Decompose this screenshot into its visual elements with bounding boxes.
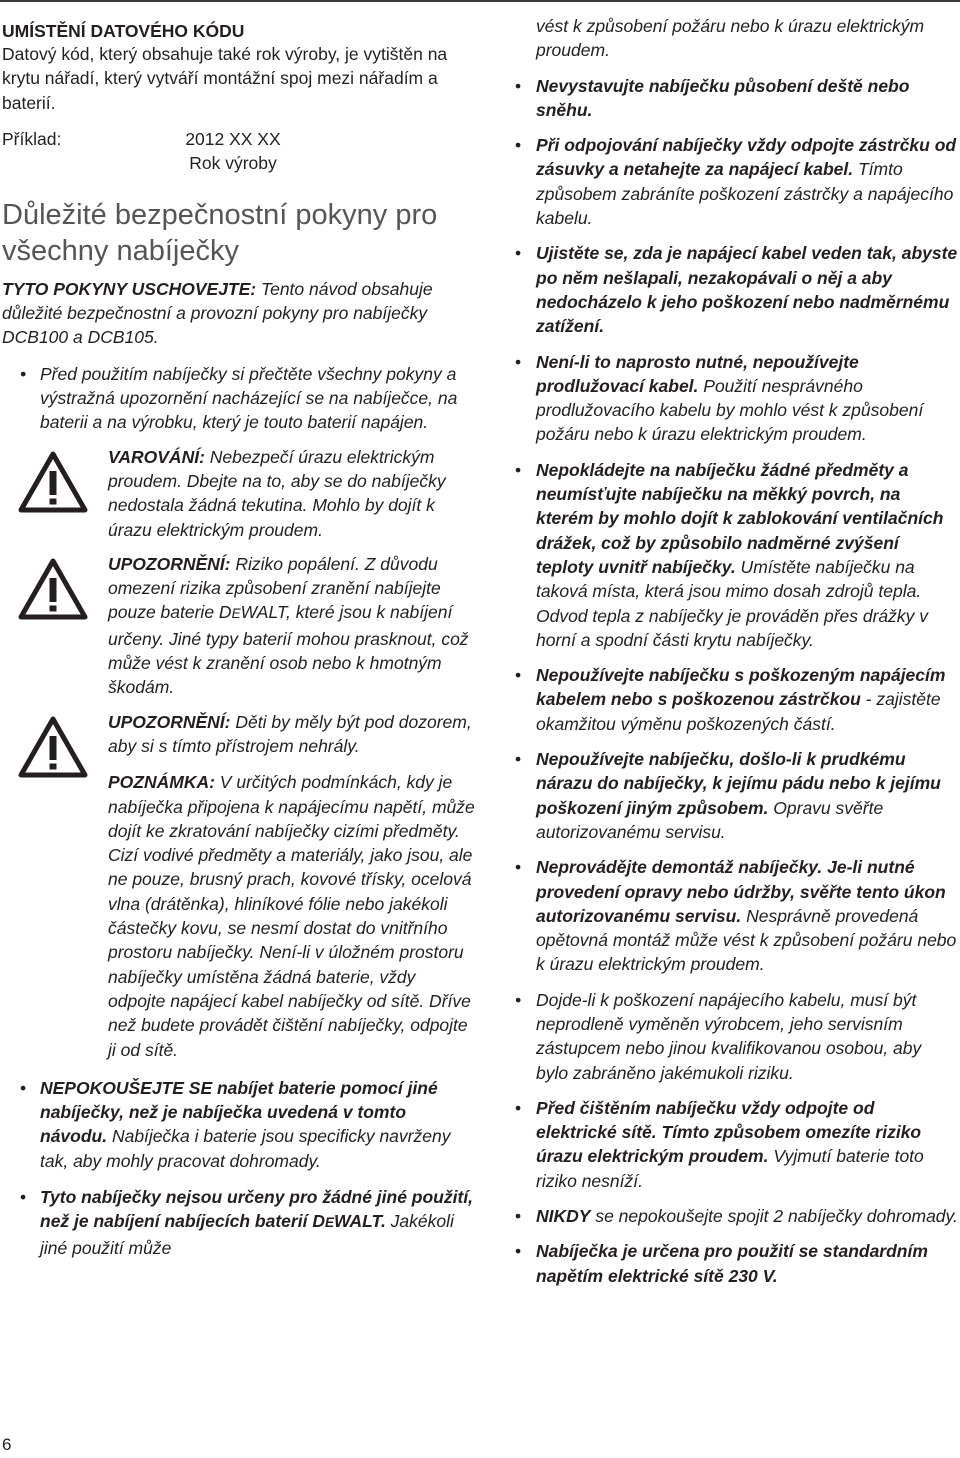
bullet-bold: Nepoužívejte nabíječku, došlo-li k prudkému nárazu do nabíječky, k jejímu pádu nebo k jejímu poškození jiným způsobem. xyxy=(536,749,941,818)
page-number: 6 xyxy=(2,1435,12,1454)
caution-label: UPOZORNĚNÍ: xyxy=(108,553,231,574)
bullet-text: Použití nesprávného prodlužovacího kabelu by mohlo vést k způsobení požáru nebo k úrazu elektrickým proudem. xyxy=(536,375,924,445)
caution-children xyxy=(2,710,476,759)
brand-d: D xyxy=(312,1211,325,1232)
other-charger-bullet xyxy=(2,1076,476,1173)
safety-heading: Důležité bezpečnostní pokyny pro všechny nabíječky xyxy=(2,198,438,267)
bullet-bold: Neprovádějte demontáž nabíječky. Je-li nutné provedení opravy nebo údržby, svěřte tento úkon autorizovanému servisu. xyxy=(536,857,946,926)
brand-e: E xyxy=(324,1215,334,1231)
note-label: POZNÁMKA: xyxy=(108,772,215,793)
unplug-bullet xyxy=(512,133,958,230)
cleaning-bullet xyxy=(512,1096,958,1193)
caution-text: Riziko popálení. Z důvodu omezení rizika způsobení zranění nabíjejte pouze baterie xyxy=(108,553,441,623)
bullet-text: Nesprávně provedená opětovná montáž může vést k způsobení požáru nebo k úrazu elektrickým proudem. xyxy=(536,905,957,975)
warning-1-paragraph xyxy=(108,445,476,542)
bullet-text: se nepokoušejte spojit 2 nabíječky dohromady. xyxy=(590,1206,958,1227)
example-caption: Rok výroby xyxy=(189,153,277,174)
bullet-bold: NEPOKOUŠEJTE SE nabíjet baterie pomocí jiné nabíječky, než je nabíječka uvedená v tomto návodu. xyxy=(40,1077,438,1147)
caution-text: Děti by měly být pod dozorem, aby si s tímto přístrojem nehrály. xyxy=(108,711,472,756)
date-code-heading: UMÍSTĚNÍ DATOVÉHO KÓDU xyxy=(2,21,245,41)
example-code: 2012 XX XX xyxy=(185,128,281,149)
bullet-text: Tímto způsobem zabráníte poškození zástrčky a napájecího kabelu. xyxy=(536,159,954,229)
bullet-bold: Nepoužívejte nabíječku s poškozeným napájecím kabelem nebo s poškozenou zástrčkou xyxy=(536,665,946,710)
caution-burn xyxy=(2,552,476,700)
right-column xyxy=(512,14,958,1299)
bullet-text: Jakékoli jiné použití může xyxy=(40,1211,454,1258)
warning-label: VAROVÁNÍ: xyxy=(108,446,205,467)
bullet-text: Umístěte nabíječku na taková místa, která jsou mimo dosah zdrojů tepla. Odvod tepla z nabíječky je prováděn přes drážky v horní a spodní části krytu nabíječky. xyxy=(536,556,929,650)
bullet-bold: Při odpojování nabíječky vždy odpojte zástrčku od zásuvky a netahejte za napájecí kabel. xyxy=(536,135,957,180)
bullet-text: Opravu svěřte autorizovanému servisu. xyxy=(536,797,884,842)
bullet-text: - zajistěte okamžitou výměnu poškozených částí. xyxy=(536,689,941,734)
disassembly-bullet xyxy=(512,855,958,976)
intended-use-bullet xyxy=(2,1185,476,1260)
ventilation-bullet xyxy=(512,458,958,652)
date-code-text: Datový kód, který obsahuje také rok výroby, je vytištěn na krytu nářadí, který vytváří montážní spoj mezi nářadím a baterií. xyxy=(2,44,448,113)
bullet-bold: Nepokládejte na nabíječku žádné předměty a neumísťujte nabíječku na měkký povrch, na kterém by mohlo dojít k zablokování ventilačních drážek, což by způsobilo nadměrné zvýšení teploty uvnitř nabíječky. xyxy=(536,459,944,577)
bullet-bold: Nabíječka je určena pro použití se standardním napětím elektrické sítě 230 V. xyxy=(536,1241,928,1286)
warning-triangle-icon xyxy=(18,558,88,620)
brand-rest: WALT xyxy=(240,602,286,623)
brand-rest: WALT. xyxy=(333,1211,386,1232)
warning-triangle-icon xyxy=(18,716,88,778)
warning-electric-shock xyxy=(2,445,476,542)
caution-1-paragraph xyxy=(108,552,476,700)
caution-2-paragraph xyxy=(108,710,476,759)
intro-lead: TYTO POKYNY USCHOVEJTE: xyxy=(2,278,257,299)
intro-text: Tento návod obsahuje důležité bezpečnostní a provozní pokyny pro nabíječky DCB100 a DCB105. xyxy=(2,278,433,348)
cord-replacement-bullet: • Dojde-li k poškození napájecího kabelu, musí být neprodleně vyměněn výrobcem, jeho servisním zástupcem nebo jinou kvalifikovanou osobou, aby bylo zabráněno jakémukoli riziku. xyxy=(512,988,958,1085)
never-connect-bullet xyxy=(512,1204,958,1228)
top-rule xyxy=(0,0,960,2)
voltage-bullet xyxy=(512,1239,958,1288)
left-column xyxy=(2,14,476,1260)
bullet-bold: NIKDY xyxy=(536,1206,591,1227)
bullet-text: Vyjmutí baterie toto riziko nesníží. xyxy=(536,1146,924,1191)
bullet-text: Nabíječka i baterie jsou specificky navrženy tak, aby mohly pracovat dohromady. xyxy=(40,1126,451,1171)
bullet-bold: Před čištěním nabíječku vždy odpojte od elektrické sítě. Tímto způsobem omezíte riziko úrazu elektrickým proudem. xyxy=(536,1097,922,1167)
note-block xyxy=(2,770,476,1062)
continued-text: vést k způsobení požáru nebo k úrazu elektrickým proudem. xyxy=(536,16,925,61)
date-code-example xyxy=(2,127,476,177)
caution-label: UPOZORNĚNÍ: xyxy=(108,711,231,732)
intro-paragraph xyxy=(2,277,476,350)
impact-damage-bullet xyxy=(512,747,958,844)
bullet-bold: Nevystavujte nabíječku působení deště nebo sněhu. xyxy=(536,75,910,120)
warning-triangle-icon xyxy=(18,451,88,513)
brand-e: E xyxy=(231,606,241,622)
brand-d: D xyxy=(218,602,232,623)
damaged-cord-bullet xyxy=(512,663,958,736)
example-value xyxy=(182,127,284,176)
example-label: Příklad: xyxy=(2,128,62,149)
bullet-bold: Ujistěte se, zda je napájecí kabel veden tak, abyste po něm nešlapali, nezakopávali o něj a aby nedocházelo k jeho poškození nebo nadměrnému zatížení. xyxy=(536,243,958,337)
bullet-bold: Tyto nabíječky nejsou určeny pro žádné jiné použití, než je nabíjení nabíjecích baterií xyxy=(40,1186,474,1232)
caution-text-2: , které jsou k nabíjení určeny. Jiné typy baterií mohou prasknout, což může vést k zranění osob nebo k hmotným škodám. xyxy=(108,602,469,698)
note-text: V určitých podmínkách, kdy je nabíječka připojena k napájecímu napětí, může dojít ke zkratování nabíječky cizími předměty. Cizí vodivé předměty a materiály, jako jsou, ale ne pouze, brusný prach, kovové třísky, ocelová vlna (drátěnka), hliníkové fólie nebo jakékoli částečky kovu, se nesmí dostat do vnitřního prostoru nabíječky. Není-li v úložném prostoru nabíječky umístěna žádná baterie, vždy odpojte napájecí kabel nabíječky od sítě. Dříve než budete provádět čištění nabíječky, odpojte ji od sítě. xyxy=(108,772,475,1060)
read-instructions-bullet: • Před použitím nabíječky si přečtěte všechny pokyny a výstražná upozornění nacházející se na nabíječce, na baterii a na výrobku, který je touto baterií napájen. xyxy=(2,362,476,435)
rain-bullet xyxy=(512,74,958,123)
extension-cord-bullet xyxy=(512,350,958,447)
cord-routing-bullet xyxy=(512,241,958,338)
note-paragraph xyxy=(108,770,476,1062)
bullet-bold: Není-li to naprosto nutné, nepoužívejte prodlužovací kabel. xyxy=(536,351,859,396)
warning-text: Nebezpečí úrazu elektrickým proudem. Dbejte na to, aby se do nabíječky nedostala žádná tekutina. Mohlo by dojít k úrazu elektrickým proudem. xyxy=(108,446,446,540)
